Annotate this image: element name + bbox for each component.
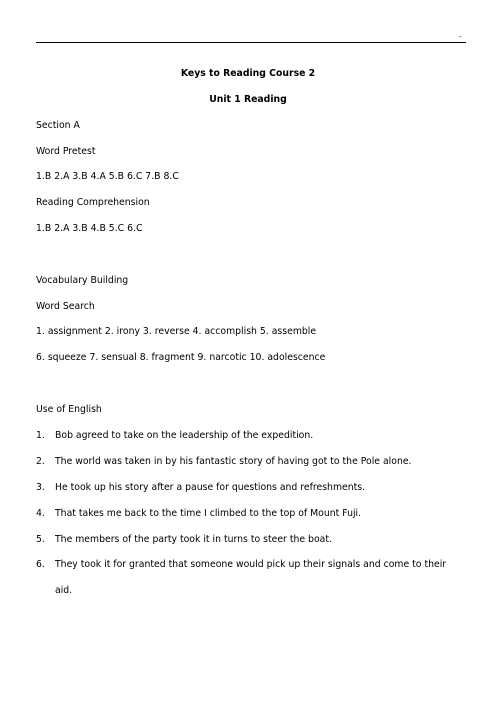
list-item-text: The world was taken in by his fantastic story of having got to the Pole alone. <box>55 456 412 467</box>
list-item-number: 5. <box>36 534 45 545</box>
list-item-text: Bob agreed to take on the leadership of the expedition. <box>55 430 314 441</box>
list-item-number: 6. <box>36 559 45 570</box>
reading-comprehension-answers: 1.B 2.A 3.B 4.B 5.C 6.C <box>36 223 143 234</box>
list-item-number: 1. <box>36 430 45 441</box>
list-item-number: 3. <box>36 482 45 493</box>
document-title: Keys to Reading Course 2 <box>180 68 316 79</box>
word-pretest-heading: Word Pretest <box>36 146 96 157</box>
header-mark: - <box>459 33 462 41</box>
vocabulary-building-heading: Vocabulary Building <box>36 275 129 286</box>
list-item-number: 2. <box>36 456 45 467</box>
list-item-number: 4. <box>36 508 45 519</box>
list-item-text: The members of the party took it in turns to steer the boat. <box>55 534 332 545</box>
list-item-text: He took up his story after a pause for questions and refreshments. <box>55 482 366 493</box>
unit-title: Unit 1 Reading <box>209 94 287 105</box>
word-search-heading: Word Search <box>36 301 95 312</box>
reading-comprehension-heading: Reading Comprehension <box>36 197 150 208</box>
list-item-text: That takes me back to the time I climbed to the top of Mount Fuji. <box>55 508 362 519</box>
word-search-row-1: 1. assignment 2. irony 3. reverse 4. accomplish 5. assemble <box>36 326 317 337</box>
list-item-text: They took it for granted that someone would pick up their signals and come to their aid. <box>55 559 447 596</box>
use-of-english-heading: Use of English <box>36 404 102 415</box>
word-search-row-2: 6. squeeze 7. sensual 8. fragment 9. narcotic 10. adolescence <box>36 352 326 363</box>
section-a-heading: Section A <box>36 120 80 131</box>
word-pretest-answers: 1.B 2.A 3.B 4.A 5.B 6.C 7.B 8.C <box>36 171 179 182</box>
header-rule <box>36 42 466 43</box>
